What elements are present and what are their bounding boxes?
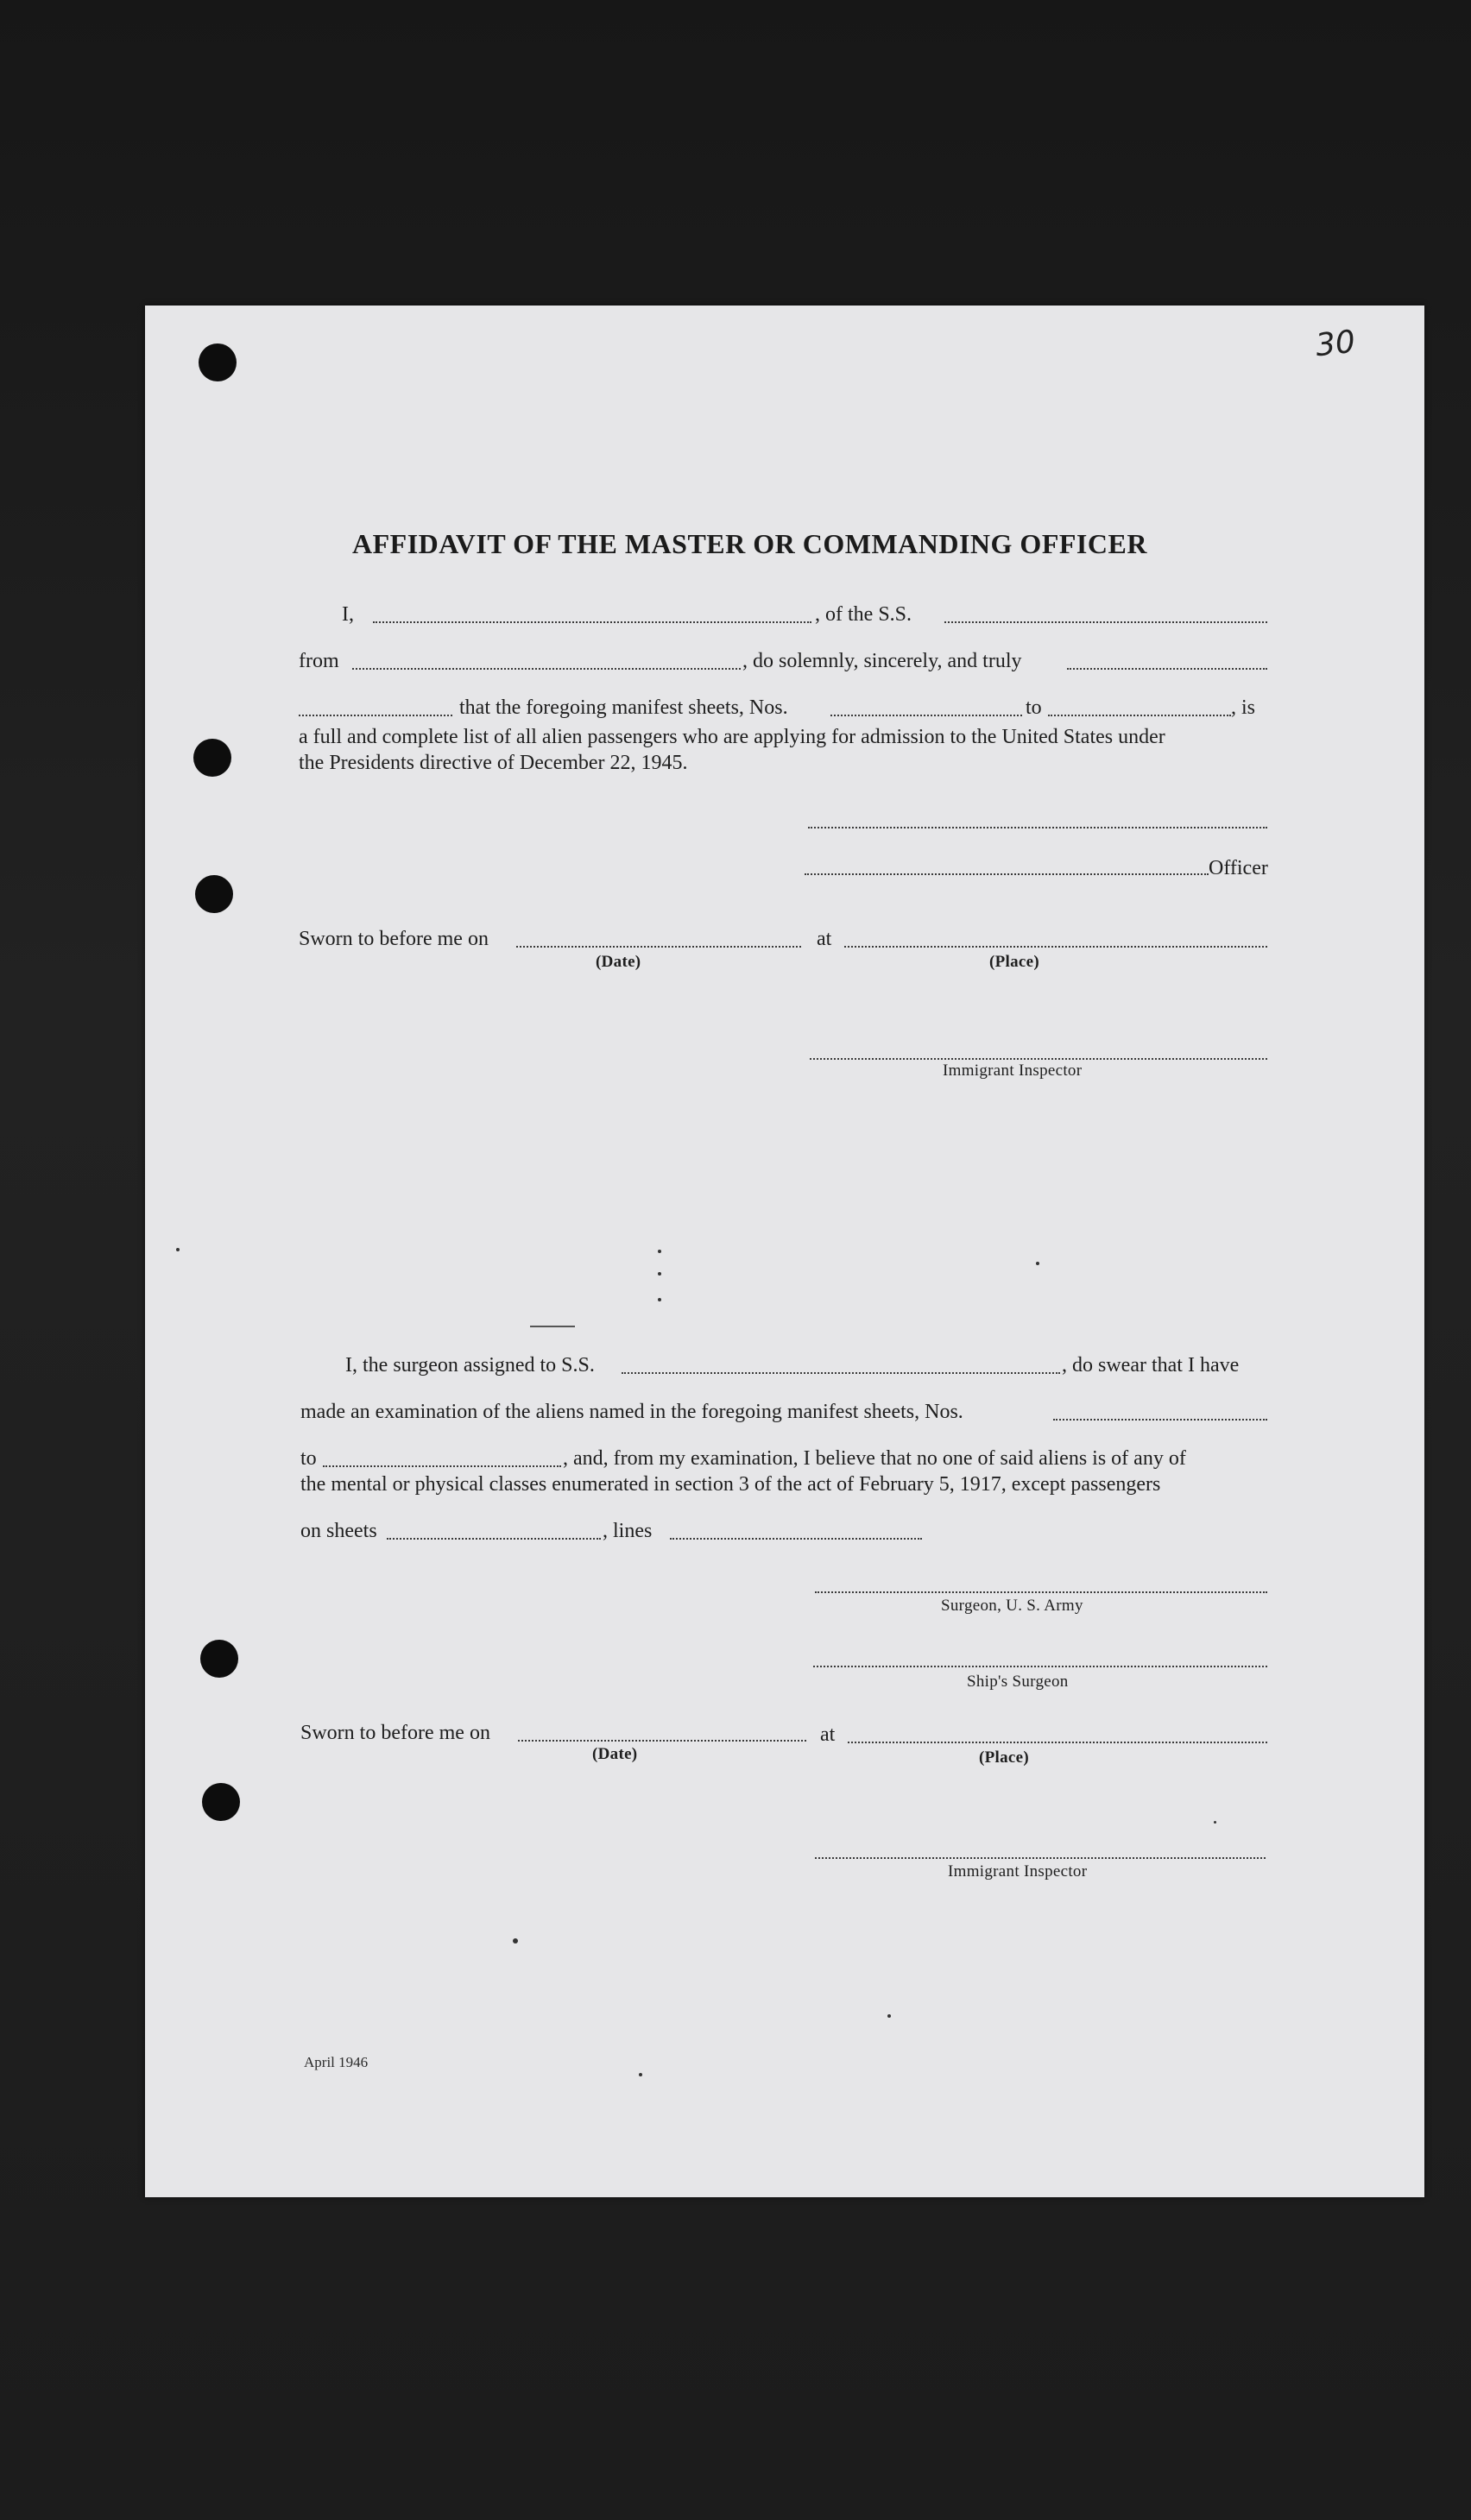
surgeon-manifest-to-field[interactable]: [323, 1465, 561, 1467]
manifest-sheet-to-field[interactable]: [1048, 715, 1231, 716]
surgeon-line5-lines: , lines: [603, 1520, 653, 1542]
paper-speck: [658, 1298, 661, 1301]
form-page: [145, 306, 1424, 2197]
master-at-text: at: [817, 928, 832, 950]
officer-label: Officer: [1209, 857, 1268, 879]
ships-surgeon-signature-line[interactable]: [813, 1666, 1267, 1667]
master-sworn-place-field[interactable]: [844, 946, 1267, 948]
surgeon-line4: the mental or physical classes enumerated in section 3 of the act of February 5, 1917, except passengers: [300, 1473, 1161, 1496]
master-line3-to: to: [1026, 696, 1042, 719]
master-affirm-field[interactable]: [299, 715, 452, 716]
surgeon-at-text: at: [820, 1723, 836, 1746]
surgeon-manifest-from-field[interactable]: [1053, 1419, 1267, 1421]
stray-dash: [530, 1326, 575, 1327]
punch-hole: [195, 875, 233, 913]
punch-hole: [193, 739, 231, 777]
master-line1-of-ss: , of the S.S.: [815, 603, 912, 626]
paper-speck: [176, 1248, 180, 1251]
paper-speck: [887, 2014, 891, 2018]
officer-signature-line-1[interactable]: [808, 827, 1267, 828]
punch-hole: [200, 1640, 238, 1678]
surgeon-line5-on-sheets: on sheets: [300, 1520, 377, 1542]
master-line3-is: , is: [1231, 696, 1256, 719]
surgeon-ship-name-field[interactable]: [622, 1372, 1060, 1374]
master-line2-swear: , do solemnly, sincerely, and truly: [742, 650, 1022, 672]
ships-surgeon-label: Ship's Surgeon: [967, 1673, 1069, 1691]
master-inspector-signature-line[interactable]: [810, 1058, 1267, 1060]
paper-speck: [658, 1272, 661, 1276]
surgeon-place-label: (Place): [979, 1748, 1030, 1767]
master-swear-field[interactable]: [1067, 668, 1267, 670]
surgeon-sworn-date-field[interactable]: [518, 1740, 806, 1742]
paper-speck: [1036, 1262, 1039, 1265]
surgeon-line3-rest: , and, from my examination, I believe that no one of said aliens is of any of: [563, 1447, 1186, 1470]
master-sworn-text: Sworn to before me on: [299, 928, 489, 950]
army-surgeon-signature-line[interactable]: [815, 1591, 1267, 1593]
handwritten-page-number: 30: [1313, 324, 1357, 364]
punch-hole: [199, 343, 237, 381]
surgeon-sworn-text: Sworn to before me on: [300, 1722, 490, 1744]
army-surgeon-label: Surgeon, U. S. Army: [941, 1597, 1083, 1615]
paper-speck: [513, 1938, 518, 1944]
surgeon-date-label: (Date): [592, 1745, 638, 1763]
surgeon-sworn-place-field[interactable]: [848, 1742, 1267, 1743]
master-sworn-date-field[interactable]: [516, 946, 801, 948]
surgeon-inspector-signature-line[interactable]: [815, 1857, 1266, 1859]
master-date-label: (Date): [596, 953, 641, 971]
surgeon-inspector-label: Immigrant Inspector: [948, 1862, 1088, 1881]
master-line4: a full and complete list of all alien passengers who are applying for admission to the United States under: [299, 726, 1165, 748]
master-line2-from: from: [299, 650, 339, 672]
master-line1-i: I,: [342, 603, 354, 626]
surgeon-line1-end: , do swear that I have: [1062, 1354, 1240, 1377]
manifest-sheet-from-field[interactable]: [830, 715, 1022, 716]
paper-speck: [1214, 1821, 1216, 1824]
punch-hole: [202, 1783, 240, 1821]
master-place-label: (Place): [989, 953, 1040, 971]
form-title: AFFIDAVIT OF THE MASTER OR COMMANDING OFFICER: [352, 528, 1147, 559]
surgeon-line3-to: to: [300, 1447, 317, 1470]
surgeon-line2: made an examination of the aliens named in the foregoing manifest sheets, Nos.: [300, 1401, 963, 1423]
form-revision-date: April 1946: [304, 2054, 369, 2070]
master-inspector-label: Immigrant Inspector: [943, 1062, 1083, 1080]
paper-speck: [658, 1250, 661, 1253]
master-from-field[interactable]: [352, 668, 741, 670]
master-ship-name-field[interactable]: [944, 621, 1267, 623]
officer-signature-line-2[interactable]: [805, 873, 1209, 875]
excepted-lines-field[interactable]: [670, 1538, 922, 1540]
master-line3-manifest: that the foregoing manifest sheets, Nos.: [459, 696, 788, 719]
surgeon-line1-start: I, the surgeon assigned to S.S.: [345, 1354, 595, 1377]
excepted-sheets-field[interactable]: [387, 1538, 601, 1540]
paper-speck: [639, 2073, 642, 2076]
master-line5: the Presidents directive of December 22, 1945.: [299, 752, 688, 774]
master-name-field[interactable]: [373, 621, 811, 623]
